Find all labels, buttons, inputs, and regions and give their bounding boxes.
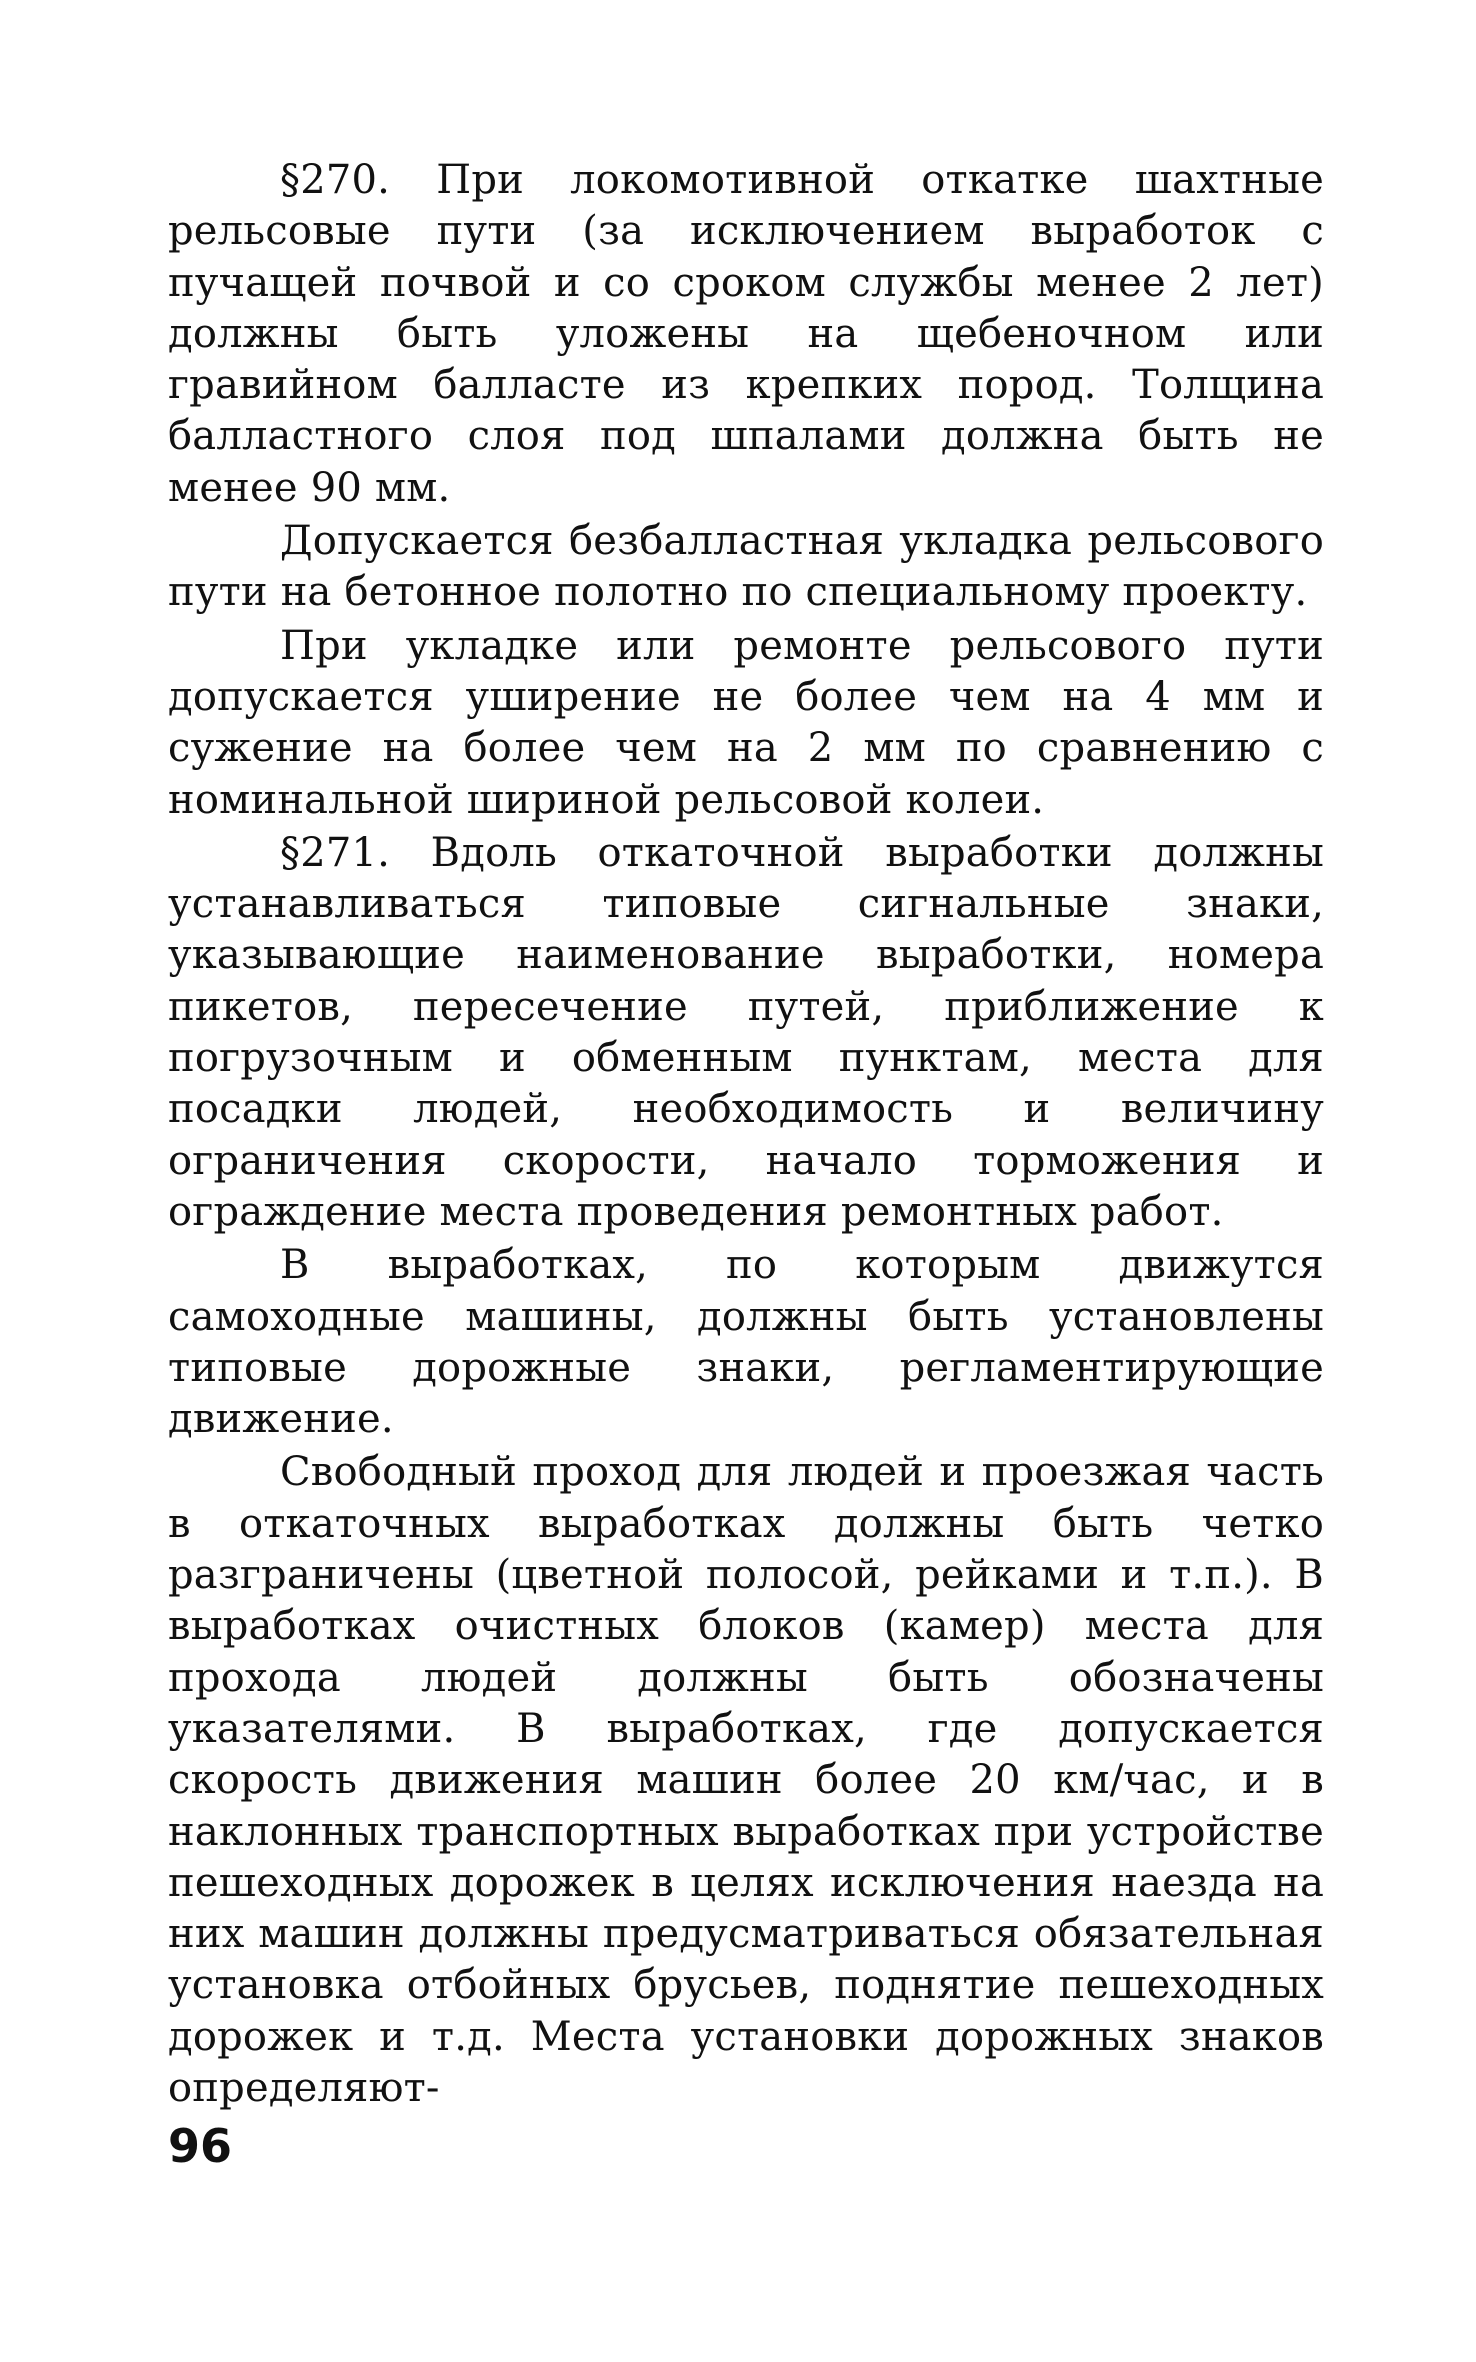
paragraph-271: §271. Вдоль откаточной выработки должны устанавливаться типовые сигнальные знаки, указывающие наименование выработки, номера пикетов, пересечение путей, приближение к погрузочным и обменным пунктам, места для посадки людей, необходимость и величину ограничения скорости, начало торможения и ограждение места проведения ремонтных работ. xyxy=(168,829,1324,1235)
body-text xyxy=(168,155,1324,2114)
paragraph-passage: Свободный проход для людей и проезжая часть в откаточных выработках должны быть четко разграничены (цветной полосой, рейками и т.п.). В выработках очистных блоков (камер) места для прохода людей должны быть обозначены указателями. В выработках, где допускается скорость движения машин более 20 км/час, и в наклонных транспортных выработках при устройстве пешеходных дорожек в целях исключения наезда на них машин должны предусматриваться обязательная установка отбойных брусьев, поднятие пешеходных дорожек и т.д. Места установки дорожных знаков определяют- xyxy=(168,1449,1324,2111)
paragraph-270: §270. При локомотивной откатке шахтные рельсовые пути (за исключением выработок с пучащей почвой и со сроком службы менее 2 лет) должны быть уложены на щебеночном или гравийном балласте из крепких пород. Толщина балластного слоя под шпалами должна быть не менее 90 мм. xyxy=(168,157,1324,511)
paragraph-ballastless: Допускается безбалластная укладка рельсового пути на бетонное полотно по специальному проекту. xyxy=(168,518,1324,616)
paragraph-road-signs: В выработках, по которым движутся самоходные машины, должны быть установлены типовые дорожные знаки, регламентирующие движение. xyxy=(168,1242,1324,1443)
page-number: 96 xyxy=(168,2119,233,2173)
paragraph-gauge-tolerance: При укладке или ремонте рельсового пути допускается уширение не более чем на 4 мм и сужение на более чем на 2 мм по сравнению с номинальной шириной рельсовой колеи. xyxy=(168,622,1324,823)
